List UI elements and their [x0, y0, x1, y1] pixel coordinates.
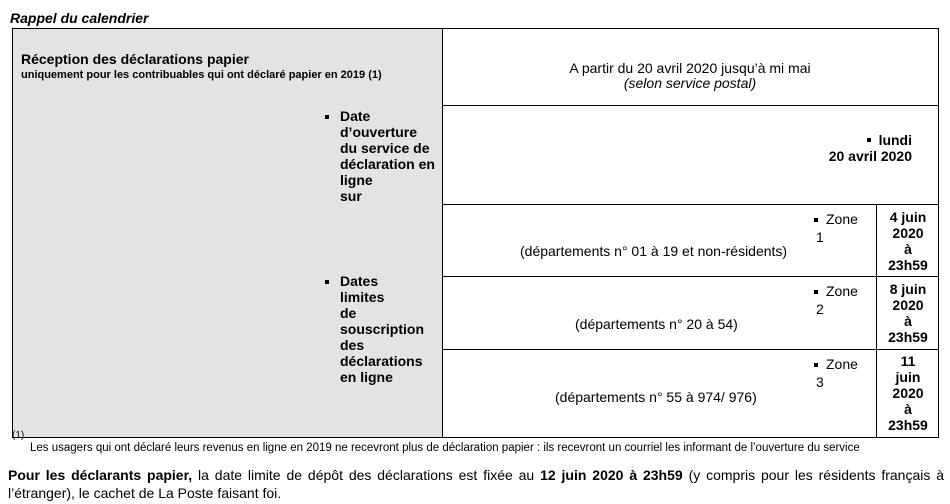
- deadlines-line: en ligne: [340, 369, 393, 385]
- zone-row: (départements n° 55 à 974/ 976) Zone 3 11 juin 2020 à 23h59: [442, 349, 939, 438]
- zone-row: (départements n° 20 à 54) Zone 2 8 juin 2020 à 23h59: [442, 276, 939, 350]
- zone-divider: [876, 349, 877, 437]
- deadlines-label-cell: [12, 204, 443, 438]
- online-opening-value-cell: [442, 105, 939, 205]
- bullet-square-icon: [814, 363, 818, 367]
- deadlines-line: souscription: [340, 321, 425, 337]
- zone-deadline: 11 juin 2020 à 23h59: [888, 353, 928, 433]
- zone-divider: [876, 276, 877, 349]
- online-opening-line: ligne sur: [340, 172, 373, 204]
- paper-deadline-paragraph: Pour les déclarants papier, la date limite de dépôt des déclarations est fixée au 12 juin 2020 à 23h59 (y compris pour les résidents français à l’étranger), le cachet de La Poste faisant foi.: [8, 467, 945, 501]
- bullet-square-icon: [814, 218, 818, 222]
- zone-deadline: 8 juin 2020 à 23h59: [888, 281, 928, 345]
- paper-reception-label-cell: [12, 28, 443, 106]
- footnote-text: Les usagers qui ont déclaré leurs revenus en ligne en 2019 ne recevront plus de déclaration papier : ils recevront un courriel les informant de l’ouverture du service: [30, 442, 860, 454]
- zone-description: (départements n° 01 à 19 et non-résidents): [520, 243, 788, 259]
- deadlines-line: de: [340, 305, 357, 321]
- paper-reception-period: A partir du 20 avril 2020 jusqu’à mi mai: [569, 60, 811, 76]
- footnote-mark: (1): [12, 430, 25, 441]
- bullet-square-icon: [814, 290, 818, 294]
- zone-deadline: 4 juin 2020 à 23h59: [888, 209, 928, 273]
- zone-description: (départements n° 55 à 974/ 976): [555, 389, 757, 405]
- zone-divider: [876, 204, 877, 276]
- page-title: Rappel du calendrier: [10, 10, 149, 26]
- paper-reception-subtitle: uniquement pour les contribuables qui ont déclaré papier en 2019 (1): [21, 69, 382, 81]
- deadlines-line: Dates limites: [340, 273, 385, 305]
- paper-reception-title: Réception des déclarations papier: [21, 51, 249, 67]
- bullet-square-icon: [867, 138, 871, 142]
- bullet-square-icon: [325, 280, 329, 284]
- deadlines-line: déclarations: [340, 353, 423, 369]
- zone-description: (départements n° 20 à 54): [575, 316, 738, 332]
- zone-row: (départements n° 01 à 19 et non-résidents) Zone 1 4 juin 2020 à 23h59: [442, 204, 939, 277]
- online-opening-line: du service de: [340, 140, 430, 156]
- online-opening-line: d’ouverture: [340, 124, 418, 140]
- online-opening-date: lundi 20 avril 2020: [828, 132, 912, 164]
- paper-reception-value-cell: [442, 28, 939, 106]
- online-opening-line: déclaration en: [340, 156, 435, 172]
- online-opening-label-cell: [12, 105, 443, 205]
- online-opening-line: Date: [340, 108, 371, 124]
- deadlines-line: des: [340, 337, 365, 353]
- paper-reception-note: (selon service postal): [623, 75, 757, 91]
- bullet-square-icon: [325, 115, 329, 119]
